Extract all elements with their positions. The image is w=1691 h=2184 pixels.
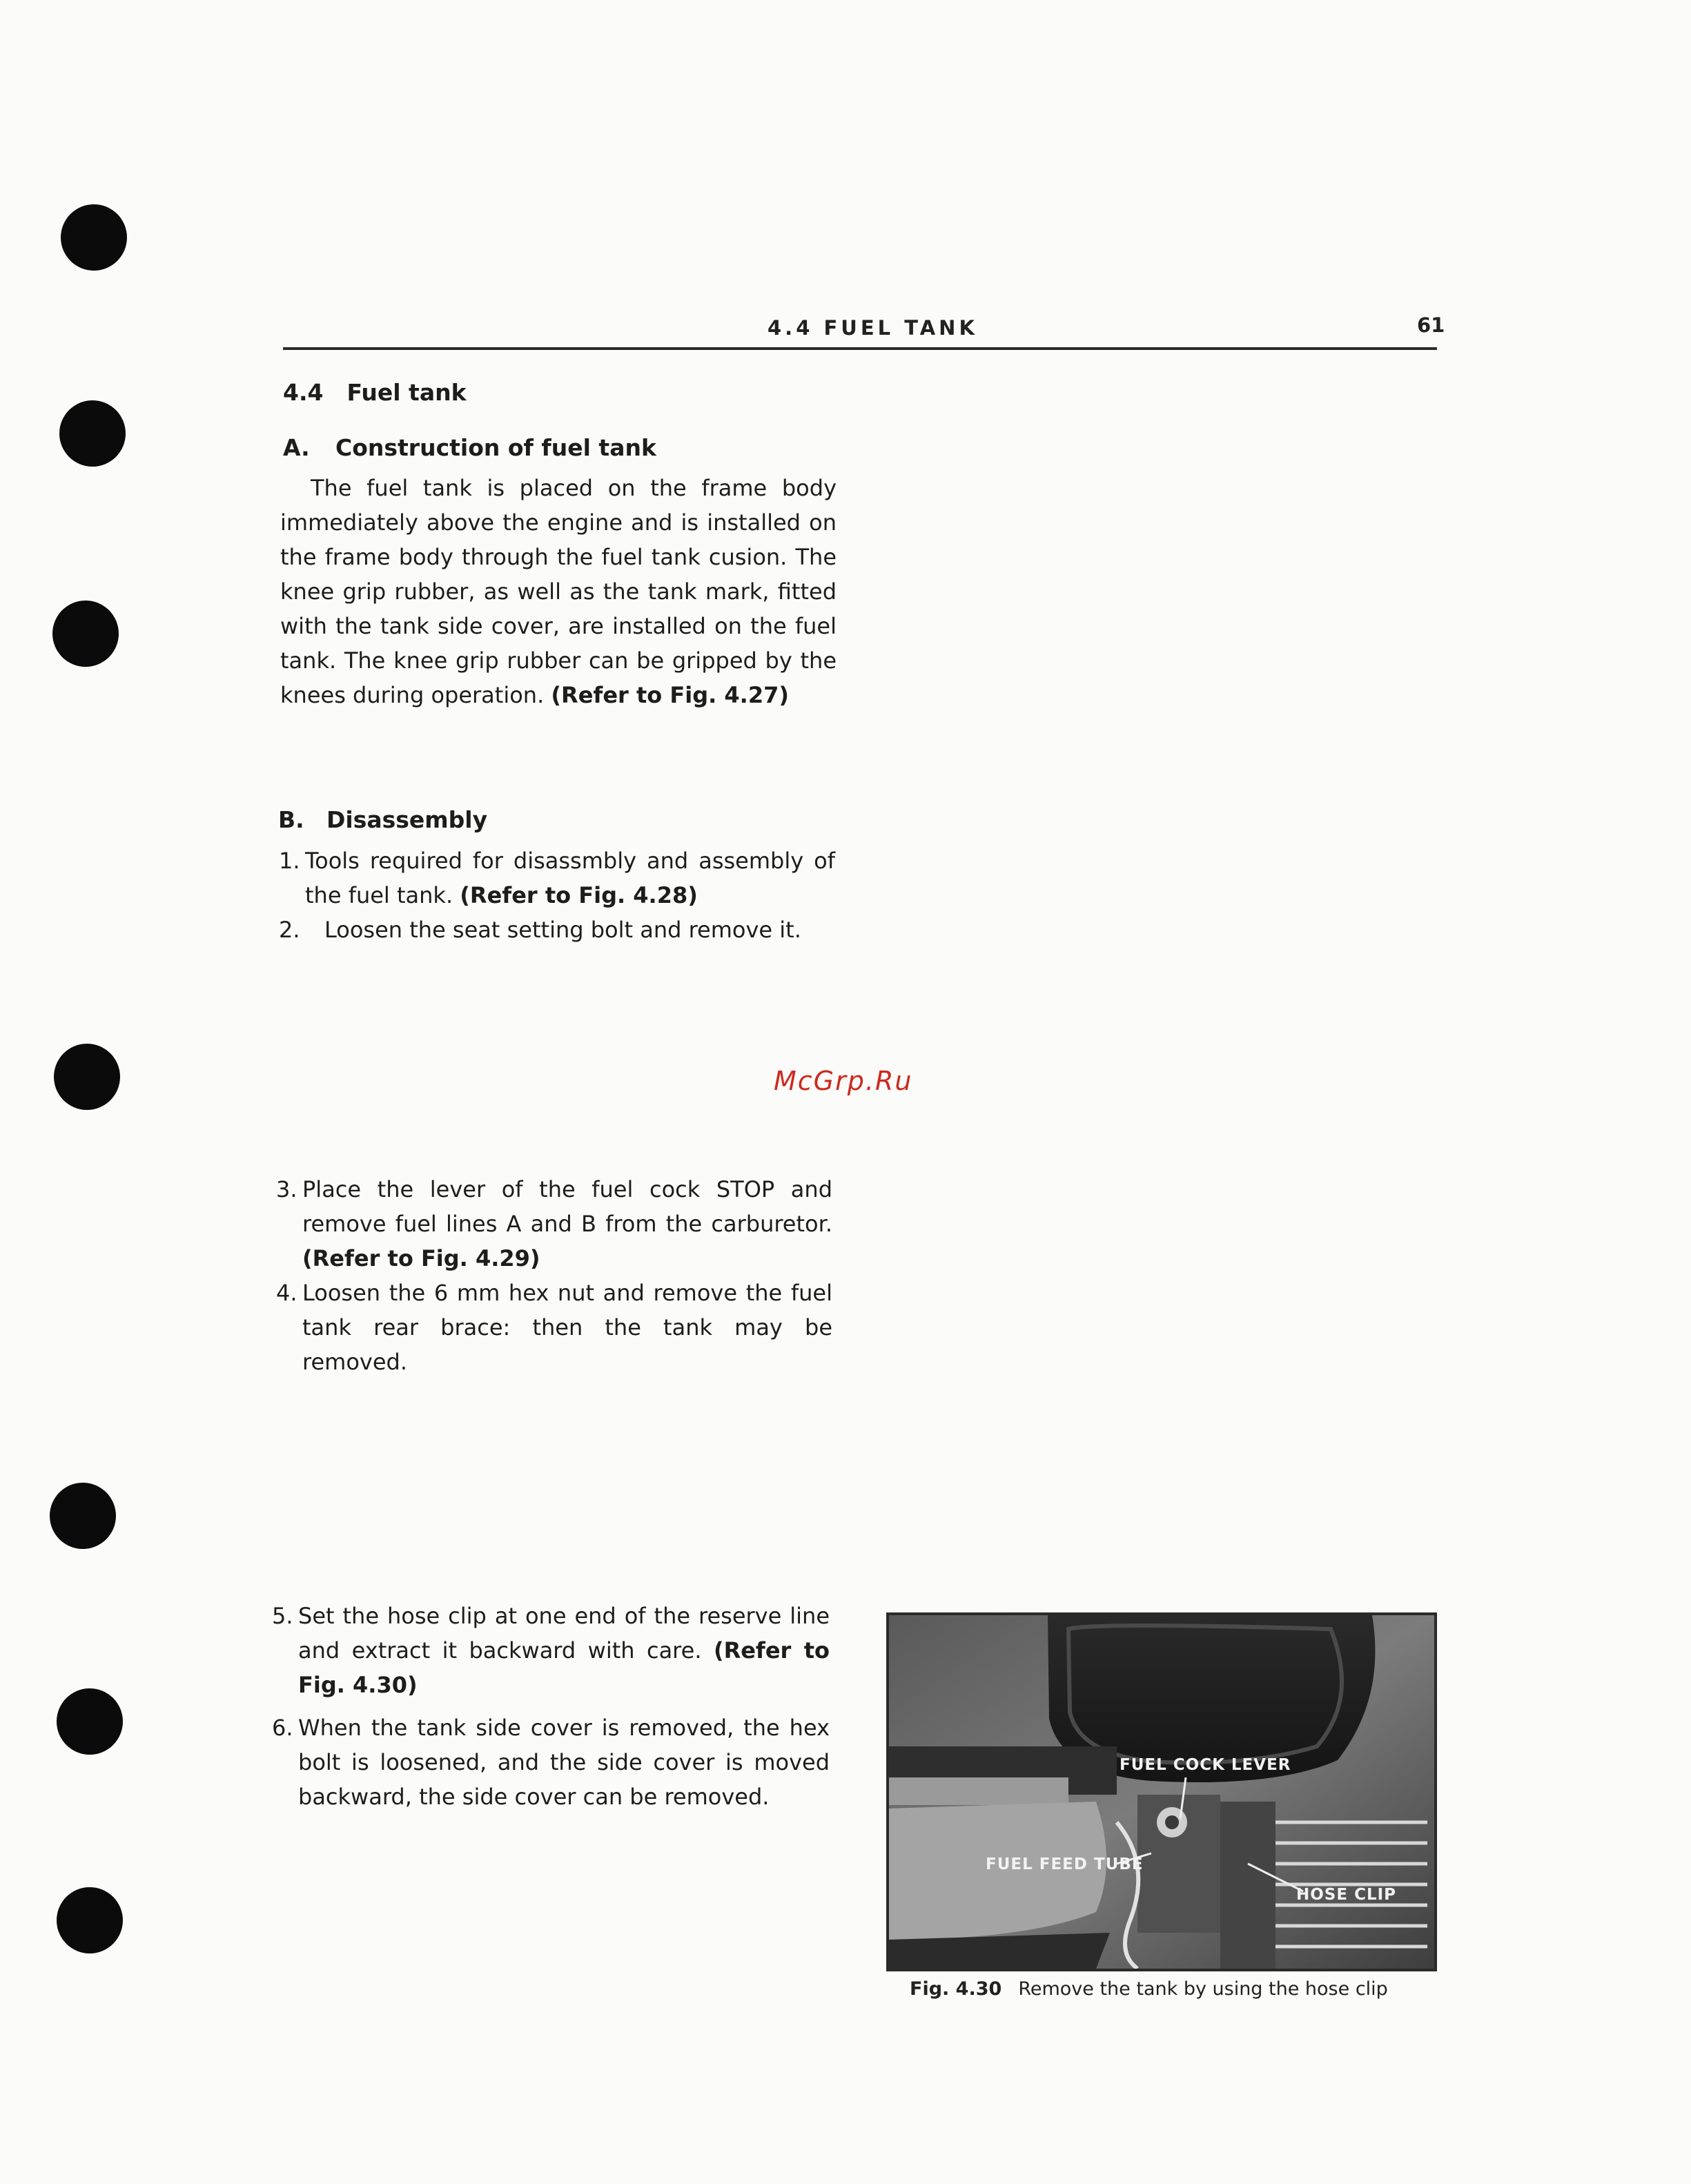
subsection-letter: B. [278,806,304,833]
label-hose-clip: HOSE CLIP [1296,1886,1397,1904]
subsection-heading-construction [283,434,656,461]
figure-caption [910,1978,1388,2000]
step-item: 4. Loosen the 6 mm hex nut and remove the fuel tank rear brace: then the tank may be removed. [302,1276,832,1379]
section-heading [283,379,467,406]
binder-hole [57,1688,123,1755]
caption-text: Remove the tank by using the hose clip [1018,1978,1388,2000]
page-number: 61 [1417,313,1445,337]
step-number: 6. [272,1715,293,1741]
construction-paragraph: The fuel tank is placed on the frame body immediately above the engine and is installed on the frame body through the fuel tank cusion. The knee grip rubber, as well as the tank mark, fitted with the tank side cover, are installed on the fuel tank. The knee grip rubber can be gripped by the knees during operation. (Refer to Fig. 4.27) [280,475,837,708]
subsection-title: Disassembly [326,806,488,833]
step-item: 6. When the tank side cover is removed, the hex bolt is loosened, and the side cover is moved backward, the side cover can be removed. [298,1710,830,1814]
caption-figure-number: Fig. 4.30 [910,1978,1002,2000]
figure-photo [886,1612,1437,1971]
step-number: 4. [276,1280,297,1306]
figure-reference: (Refer to Fig. 4.28) [460,882,698,908]
binder-hole [59,400,126,467]
step-number: 5. [272,1603,293,1629]
figure-reference: (Refer to Fig. 4.30) [298,1637,830,1698]
subsection-letter: A. [283,434,310,461]
label-fuel-cock-lever: FUEL COCK LEVER [1120,1756,1291,1774]
section-number: 4.4 [283,379,324,406]
step-number: 3. [276,1176,297,1202]
binder-hole [52,601,119,667]
header-rule [283,347,1437,350]
binder-hole [61,204,127,271]
running-header: 4.4 FUEL TANK [768,316,978,340]
step-item: 5. Set the hose clip at one end of the reserve line and extract it backward with care. (Refer to Fig. 4.30) [298,1599,830,1702]
binder-hole [50,1483,116,1549]
step-number: 1. [279,848,300,874]
engine-photo-icon [889,1615,1434,1969]
label-fuel-feed-tube: FUEL FEED TUBE [986,1855,1144,1873]
binder-hole [57,1887,123,1953]
step-item: 2. Loosen the seat setting bolt and remove it. [305,913,835,947]
subsection-heading-disassembly [278,806,487,833]
watermark: McGrp.Ru [774,1066,913,1096]
binder-hole [54,1044,120,1110]
section-title: Fuel tank [346,379,467,406]
step-item: 3. Place the lever of the fuel cock STOP and remove fuel lines A and B from the carburetor. (Refer to Fig. 4.29) [302,1172,832,1276]
figure-reference: (Refer to Fig. 4.29) [302,1245,540,1271]
figure-reference: (Refer to Fig. 4.27) [551,682,789,708]
subsection-title: Construction of fuel tank [335,434,656,461]
step-number: 2. [279,917,300,943]
step-item: 1. Tools required for disassmbly and assembly of the fuel tank. (Refer to Fig. 4.28) [305,844,835,913]
